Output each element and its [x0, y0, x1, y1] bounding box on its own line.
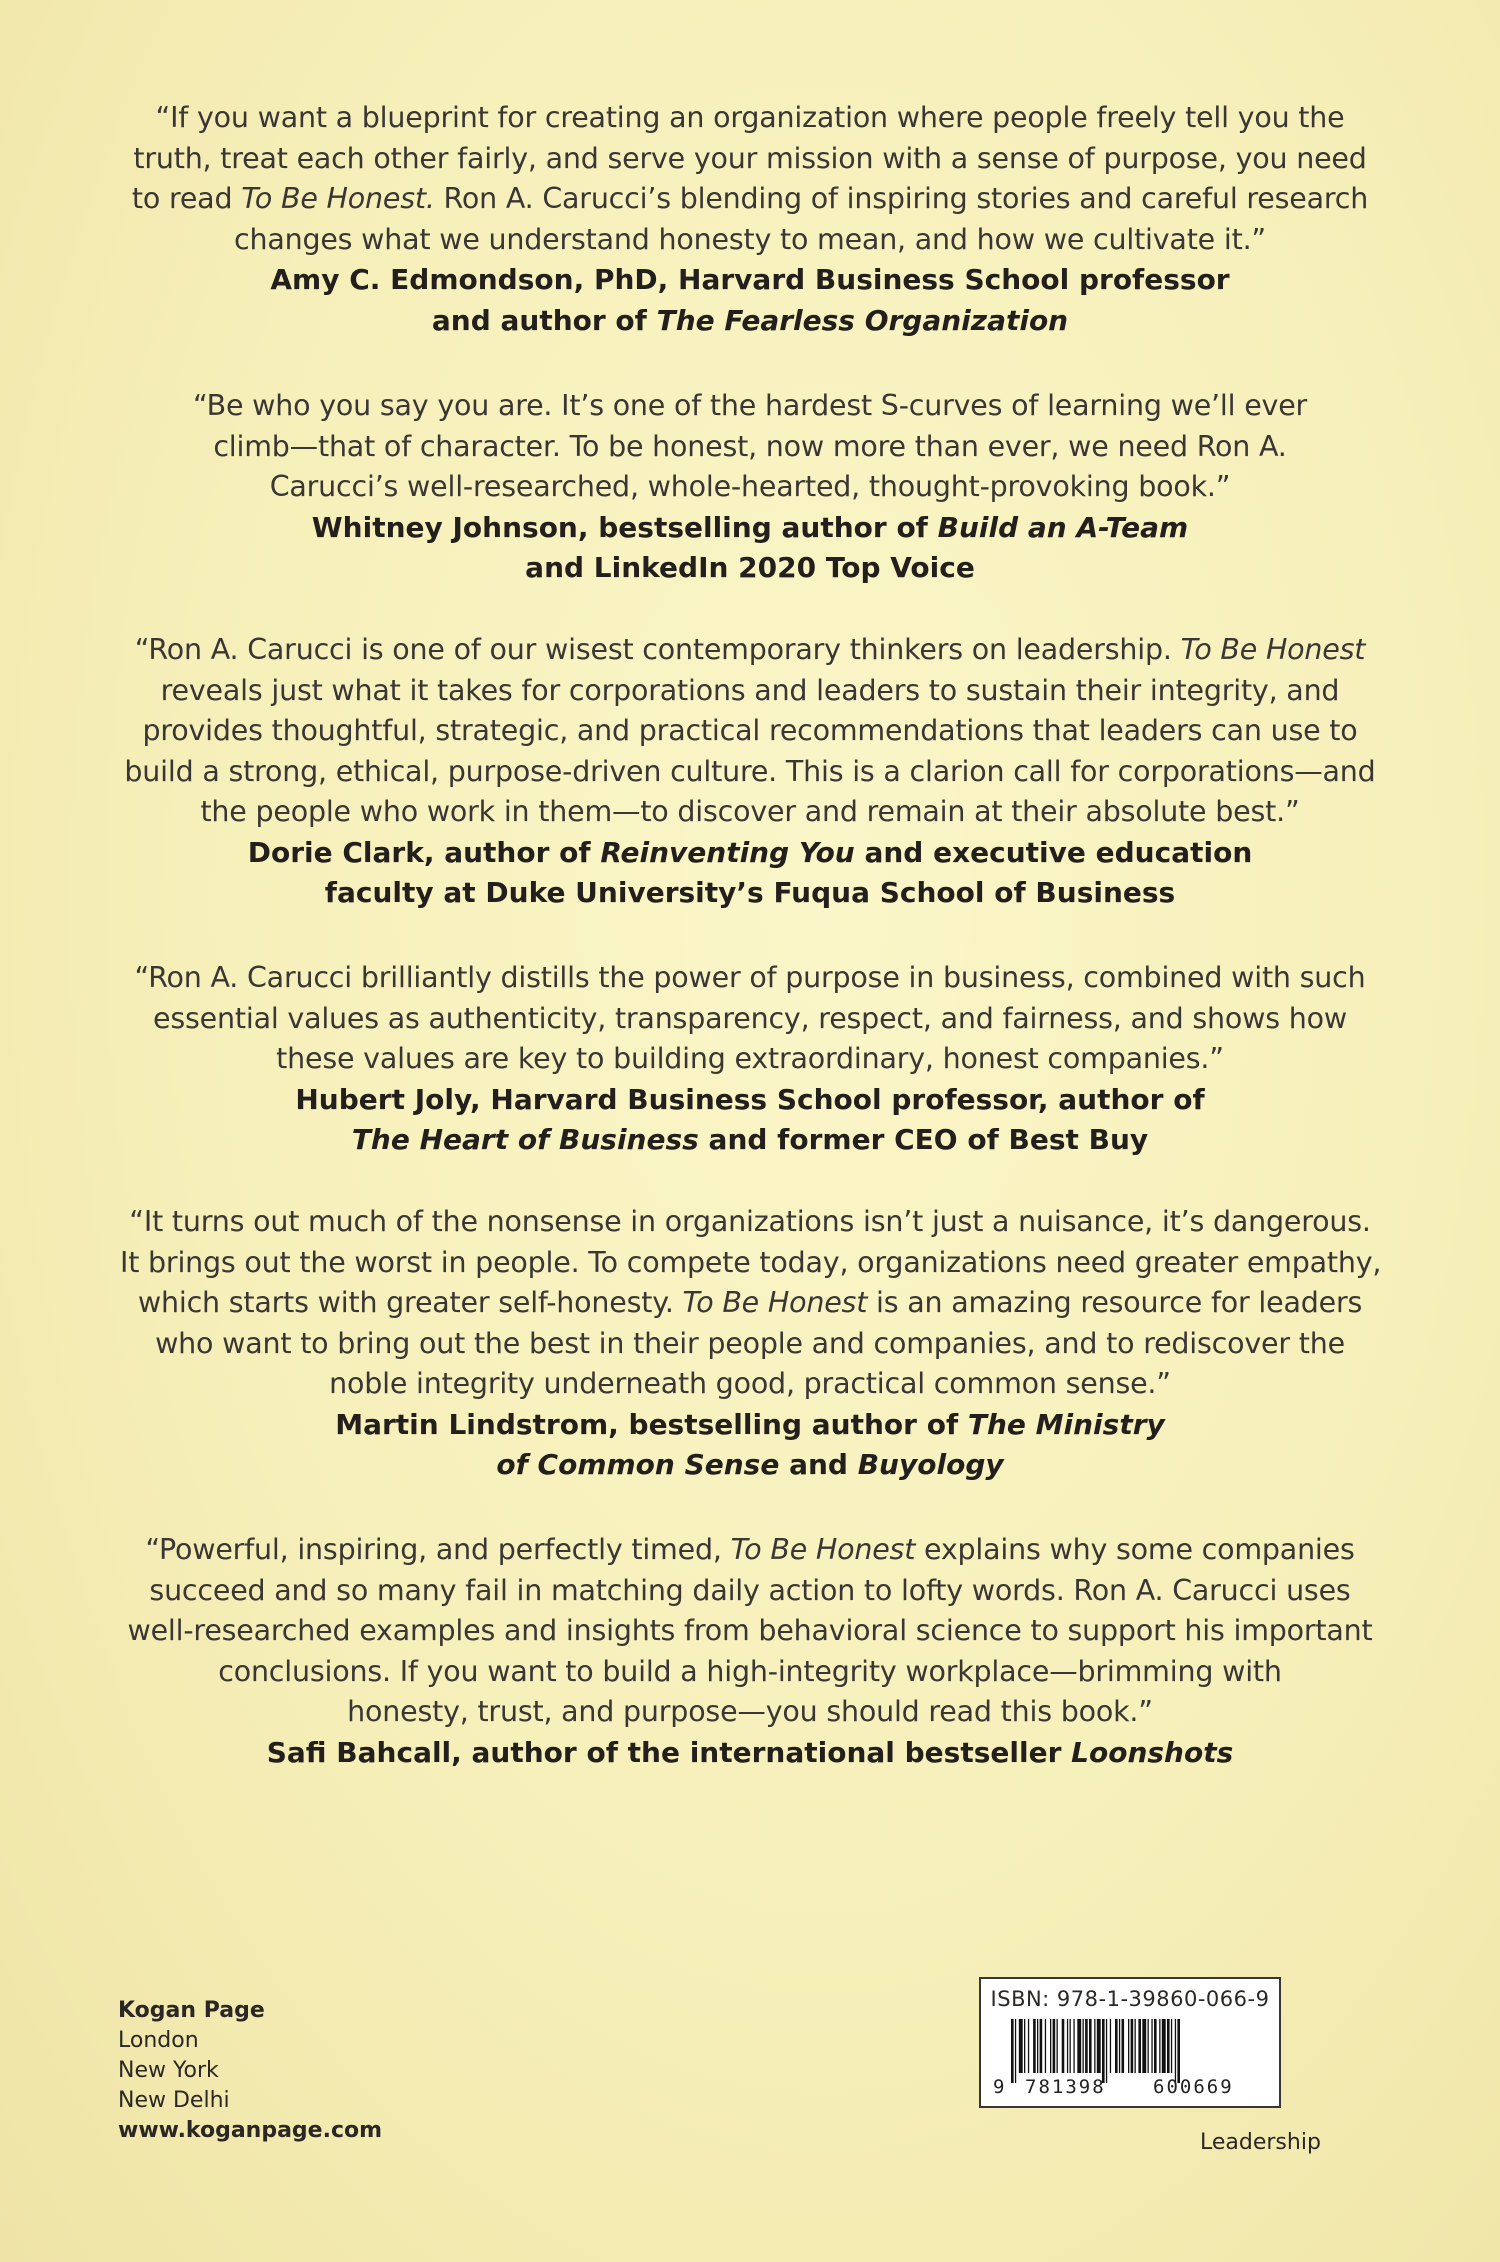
- barcode-bar: [1053, 2019, 1056, 2073]
- text-run: faculty at Duke University’s Fuqua School of Business: [324, 876, 1176, 909]
- quote-line: [120, 1530, 1380, 1571]
- quote-line: [120, 1692, 1380, 1733]
- text-run: to read: [131, 182, 242, 215]
- text-run: conclusions. If you want to build a high-integrity workplace—brimming with: [218, 1654, 1282, 1688]
- attribution-line: [120, 873, 1380, 914]
- barcode-bar: [1110, 2019, 1111, 2073]
- text-run: and former CEO of Best Buy: [698, 1123, 1149, 1156]
- quote-line: [120, 752, 1380, 793]
- barcode-bar: [1135, 2019, 1136, 2073]
- text-run: is an amazing resource for leaders: [867, 1286, 1363, 1319]
- quote-line: [120, 1283, 1380, 1324]
- text-run: Ron A. Carucci’s blending of inspiring stories and careful research: [434, 182, 1369, 215]
- title-run: To Be Honest: [730, 1533, 916, 1566]
- barcode-right-digits: 600669: [1153, 2076, 1234, 2098]
- text-run: and LinkedIn 2020 Top Voice: [525, 551, 975, 584]
- title-run: Build an A-Team: [937, 510, 1189, 544]
- blurb-joly: [120, 958, 1380, 1161]
- text-run: changes what we understand honesty to mean, and how we cultivate it.”: [233, 222, 1266, 256]
- barcode-bar: [1019, 2019, 1023, 2073]
- quote-line: [120, 179, 1380, 220]
- text-run: honesty, trust, and purpose—you should read this book.”: [347, 1695, 1153, 1728]
- text-run: the people who work in them—to discover and remain at their absolute best.”: [200, 795, 1300, 828]
- barcode-bar: [1122, 2019, 1125, 2073]
- barcode-bar: [1070, 2019, 1071, 2073]
- quote-line: [120, 999, 1380, 1040]
- title-run: Buyology: [857, 1448, 1004, 1481]
- quote-line: [120, 98, 1380, 139]
- quote-line: [120, 386, 1380, 427]
- barcode-bar: [1167, 2019, 1170, 2073]
- text-run: “If you want a blueprint for creating an organization where people freely tell you the: [155, 101, 1345, 134]
- quote-attribution: [120, 260, 1380, 341]
- barcode-bar: [1177, 2019, 1180, 2083]
- attribution-line: [120, 1445, 1380, 1486]
- quote-line: [120, 1364, 1380, 1405]
- quote-text: [120, 1202, 1380, 1405]
- quote-line: [120, 958, 1380, 999]
- blurb-clark: [120, 630, 1380, 914]
- text-run: Carucci’s well-researched, whole-hearted, thought-provoking book.”: [269, 470, 1231, 503]
- attribution-line: [120, 833, 1380, 874]
- text-run: and author of: [431, 303, 657, 337]
- attribution-line: [120, 548, 1380, 589]
- barcode-bar: [1067, 2019, 1068, 2073]
- barcode-bar: [1094, 2019, 1095, 2073]
- barcode-bar: [1024, 2019, 1025, 2073]
- text-run: “It turns out much of the nonsense in organizations isn’t just a nuisance, it’s dangerous.: [129, 1205, 1371, 1238]
- text-run: succeed and so many fail in matching daily action to lofty words. Ron A. Carucci uses: [149, 1573, 1351, 1607]
- barcode-bar: [1062, 2019, 1065, 2073]
- quote-line: [120, 1611, 1380, 1652]
- barcode-left-digits: 781398: [1025, 2076, 1106, 2098]
- barcode-bar: [1097, 2019, 1101, 2073]
- title-run: of Common Sense: [496, 1448, 780, 1481]
- quote-attribution: [120, 1080, 1380, 1161]
- barcode-bar: [1085, 2019, 1088, 2073]
- quote-line: [120, 1243, 1380, 1284]
- blurb-bahcall: [120, 1530, 1380, 1773]
- title-run: To Be Honest: [682, 1286, 868, 1319]
- publisher-city: New York: [118, 2058, 219, 2083]
- attribution-line: [120, 508, 1380, 549]
- title-run: Reinventing You: [600, 835, 855, 869]
- barcode-bar: [1037, 2019, 1038, 2073]
- text-run: who want to bring out the best in their people and companies, and to rediscover the: [155, 1326, 1345, 1360]
- text-run: and: [779, 1448, 858, 1481]
- barcode-bar: [1073, 2019, 1074, 2073]
- barcode-bar: [1057, 2019, 1058, 2073]
- text-run: It brings out the worst in people. To compete today, organizations need greater empathy,: [120, 1245, 1382, 1279]
- title-run: Loonshots: [1071, 1735, 1234, 1769]
- title-run: To Be Honest.: [241, 182, 435, 215]
- publisher-url: www.koganpage.com: [118, 2118, 383, 2143]
- quote-line: [120, 139, 1380, 180]
- text-run: “Powerful, inspiring, and perfectly timed,: [145, 1533, 731, 1566]
- barcode-bar: [1142, 2019, 1146, 2073]
- barcode-bar: [1148, 2019, 1149, 2073]
- barcode-bar: [1011, 2019, 1014, 2083]
- barcode-bar: [1015, 2019, 1016, 2083]
- barcode: [991, 2019, 1273, 2103]
- barcode-bar: [1159, 2019, 1160, 2073]
- barcode-bar: [1050, 2019, 1051, 2073]
- title-run: The Fearless Organization: [656, 303, 1069, 337]
- text-run: provides thoughtful, strategic, and practical recommendations that leaders can use to: [142, 714, 1358, 747]
- text-run: “Ron A. Carucci brilliantly distills the power of purpose in business, combined with such: [134, 961, 1366, 994]
- barcode-bar: [1151, 2019, 1152, 2073]
- text-run: Dorie Clark, author of: [247, 835, 601, 869]
- title-run: The Ministry: [967, 1407, 1165, 1441]
- text-run: truth, treat each other fairly, and serve your mission with a sense of purpose, you need: [133, 141, 1367, 175]
- quote-text: [120, 386, 1380, 508]
- quote-line: [120, 1039, 1380, 1080]
- barcode-bar: [1040, 2019, 1043, 2073]
- text-run: Martin Lindstrom, bestselling author of: [335, 1407, 968, 1441]
- barcode-bar: [1045, 2019, 1046, 2073]
- barcode-bar: [1077, 2019, 1081, 2073]
- text-run: Safi Bahcall, author of the international bestseller: [266, 1735, 1072, 1769]
- text-run: noble integrity underneath good, practical common sense.”: [329, 1367, 1171, 1400]
- publisher-block: [118, 1996, 382, 2146]
- text-run: reveals just what it takes for corporations and leaders to sustain their integrity, and: [160, 673, 1340, 707]
- barcode-bar: [1028, 2019, 1029, 2073]
- quote-attribution: [120, 1733, 1380, 1774]
- barcode-bar: [1162, 2019, 1166, 2073]
- quote-attribution: [120, 833, 1380, 914]
- barcode-bar: [1154, 2019, 1157, 2073]
- quote-line: [120, 220, 1380, 261]
- isbn-label: ISBN: 978-1-39860-066-9: [990, 1987, 1270, 2011]
- barcode-lead-digit: 9: [993, 2076, 1005, 2098]
- quote-line: [120, 1652, 1380, 1693]
- quote-text: [120, 630, 1380, 833]
- text-run: which starts with greater self-honesty.: [137, 1286, 683, 1319]
- isbn-barcode-box: [979, 1977, 1281, 2108]
- text-run: Hubert Joly, Harvard Business School professor, author of: [295, 1082, 1205, 1116]
- barcode-bar: [1131, 2019, 1134, 2073]
- barcode-bar: [1033, 2019, 1036, 2073]
- quote-line: [120, 427, 1380, 468]
- barcode-bar: [1128, 2019, 1129, 2073]
- quote-text: [120, 958, 1380, 1080]
- quote-line: [120, 792, 1380, 833]
- blurb-lindstrom: [120, 1202, 1380, 1486]
- barcode-bar: [1102, 2019, 1105, 2083]
- text-run: explains why some companies: [915, 1533, 1355, 1566]
- text-run: “Ron A. Carucci is one of our wisest contemporary thinkers on leadership.: [134, 633, 1181, 666]
- text-run: Amy C. Edmondson, PhD, Harvard Business School professor: [270, 263, 1230, 296]
- quote-line: [120, 1202, 1380, 1243]
- blurb-edmondson: [120, 98, 1380, 341]
- attribution-line: [120, 1405, 1380, 1446]
- text-run: build a strong, ethical, purpose-driven culture. This is a clarion call for corporations—and: [124, 754, 1376, 788]
- quote-text: [120, 1530, 1380, 1733]
- quote-line: [120, 711, 1380, 752]
- attribution-line: [120, 1733, 1380, 1774]
- barcode-bar: [1083, 2019, 1084, 2073]
- barcode-bar: [1175, 2019, 1176, 2083]
- barcode-bar: [1089, 2019, 1092, 2073]
- text-run: Whitney Johnson, bestselling author of: [311, 510, 938, 544]
- quote-line: [120, 467, 1380, 508]
- publisher-city: London: [118, 2028, 199, 2053]
- quote-line: [120, 1571, 1380, 1612]
- text-run: these values are key to building extraordinary, honest companies.”: [276, 1042, 1224, 1075]
- text-run: “Be who you say you are. It’s one of the hardest S-curves of learning we’ll ever: [192, 389, 1308, 422]
- text-run: well-researched examples and insights from behavioral science to support his important: [127, 1614, 1373, 1647]
- quote-line: [120, 1324, 1380, 1365]
- attribution-line: [120, 260, 1380, 301]
- category-label: Leadership: [1200, 2130, 1321, 2155]
- title-run: The Heart of Business: [351, 1123, 699, 1156]
- quote-attribution: [120, 1405, 1380, 1486]
- quote-attribution: [120, 508, 1380, 589]
- publisher-city: New Delhi: [118, 2088, 230, 2113]
- text-run: and executive education: [854, 835, 1253, 869]
- attribution-line: [120, 1120, 1380, 1161]
- barcode-bar: [1115, 2019, 1118, 2073]
- text-run: essential values as authenticity, transparency, respect, and fairness, and shows how: [153, 1001, 1347, 1035]
- barcode-bar: [1106, 2019, 1107, 2083]
- quote-line: [120, 630, 1380, 671]
- quote-line: [120, 671, 1380, 712]
- title-run: To Be Honest: [1180, 633, 1366, 666]
- blurb-johnson: [120, 386, 1380, 589]
- barcode-bar: [1138, 2019, 1141, 2073]
- text-run: climb—that of character. To be honest, now more than ever, we need Ron A.: [213, 429, 1287, 463]
- barcode-bar: [1119, 2019, 1120, 2073]
- barcode-bar: [1171, 2019, 1172, 2073]
- publisher-name: Kogan Page: [118, 1998, 265, 2023]
- attribution-line: [120, 1080, 1380, 1121]
- attribution-line: [120, 301, 1380, 342]
- quote-text: [120, 98, 1380, 260]
